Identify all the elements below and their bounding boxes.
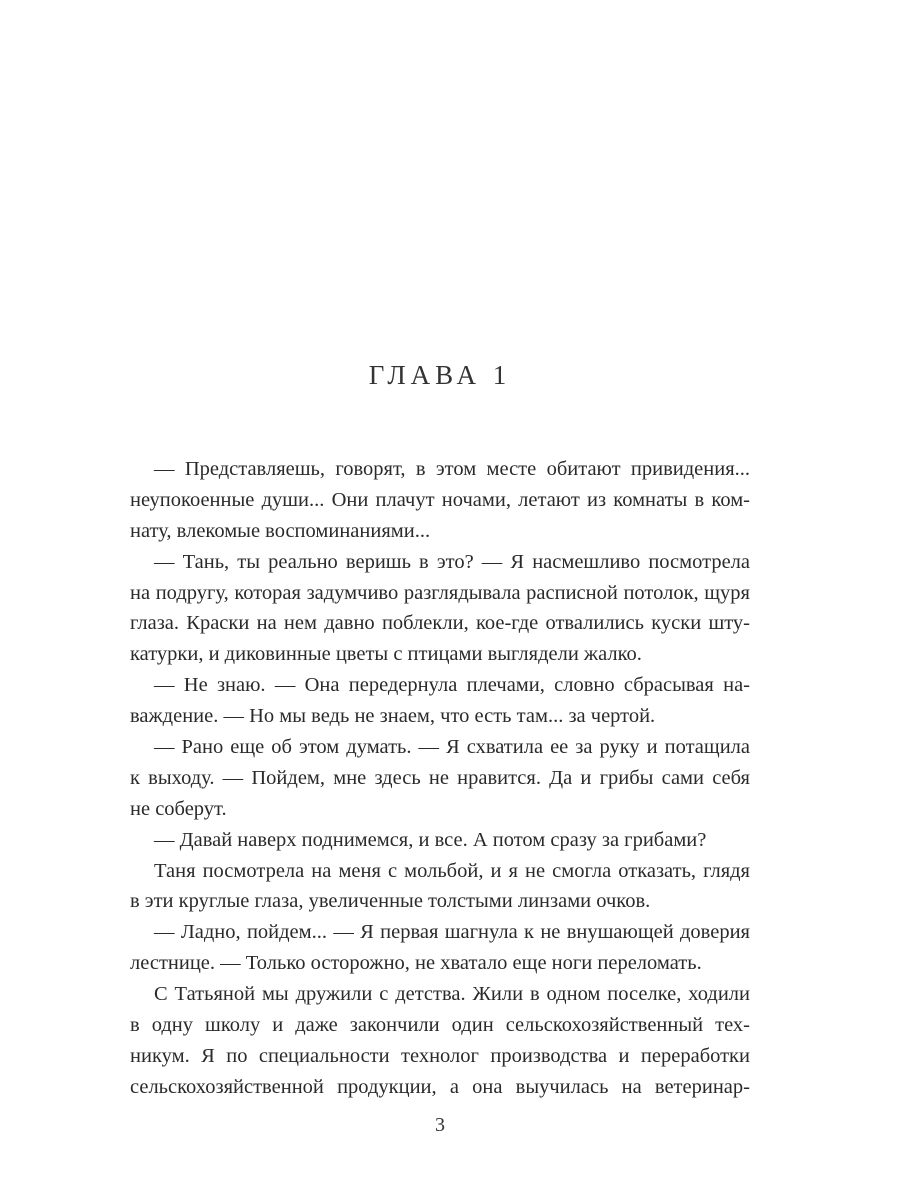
- text-line: в одну школу и даже закончили один сельскохозяйственный тех-: [130, 1014, 750, 1037]
- body-text: [130, 454, 750, 1103]
- chapter-title: ГЛАВА 1: [368, 360, 512, 390]
- text-line: Таня посмотрела на меня с мольбой, и я не смогла отказать, глядя: [154, 859, 750, 882]
- text-line: никум. Я по специальности технолог производства и переработки: [130, 1044, 750, 1067]
- text-line: — Представляешь, говорят, в этом месте обитают привидения...: [154, 458, 750, 480]
- text-line: — Ладно, пойдем... — Я первая шагнула к не внушающей доверия: [154, 921, 750, 944]
- text-line: нату, влекомые воспоминаниями...: [130, 519, 431, 542]
- text-line: — Не знаю. — Она передернула плечами, словно сбрасывая на-: [154, 674, 750, 697]
- text-line: важдение. — Но мы ведь не знаем, что есть там... за чертой.: [130, 705, 656, 728]
- text-line: глаза. Краски на нем давно поблекли, кое-где отвалились куски шту-: [130, 612, 750, 635]
- text-line: — Давай наверх поднимемся, и все. А потом сразу за грибами?: [154, 828, 707, 851]
- text-line: — Рано еще об этом думать. — Я схватила ее за руку и потащила: [154, 736, 750, 759]
- text-line: катурки, и диковинные цветы с птицами выглядели жалко.: [130, 643, 642, 666]
- text-line: лестнице. — Только осторожно, не хватало еще ноги переломать.: [130, 952, 702, 975]
- text-line: неупокоенные души... Они плачут ночами, летают из комнаты в ком-: [130, 488, 750, 511]
- page-number: 3: [435, 1114, 445, 1136]
- text-line: в эти круглые глаза, увеличенные толстыми линзами очков.: [130, 890, 651, 913]
- text-line: на подругу, которая задумчиво разглядывала расписной потолок, щуря: [130, 581, 750, 604]
- text-line: С Татьяной мы дружили с детства. Жили в одном поселке, ходили: [154, 983, 750, 1006]
- text-line: — Тань, ты реально веришь в это? — Я насмешливо посмотрела: [154, 550, 750, 573]
- text-line: к выходу. — Пойдем, мне здесь не нравится. Да и грибы сами себя: [130, 766, 750, 789]
- text-line: сельскохозяйственной продукции, а она выучилась на ветеринар-: [130, 1075, 750, 1098]
- text-line: не соберут.: [130, 797, 227, 820]
